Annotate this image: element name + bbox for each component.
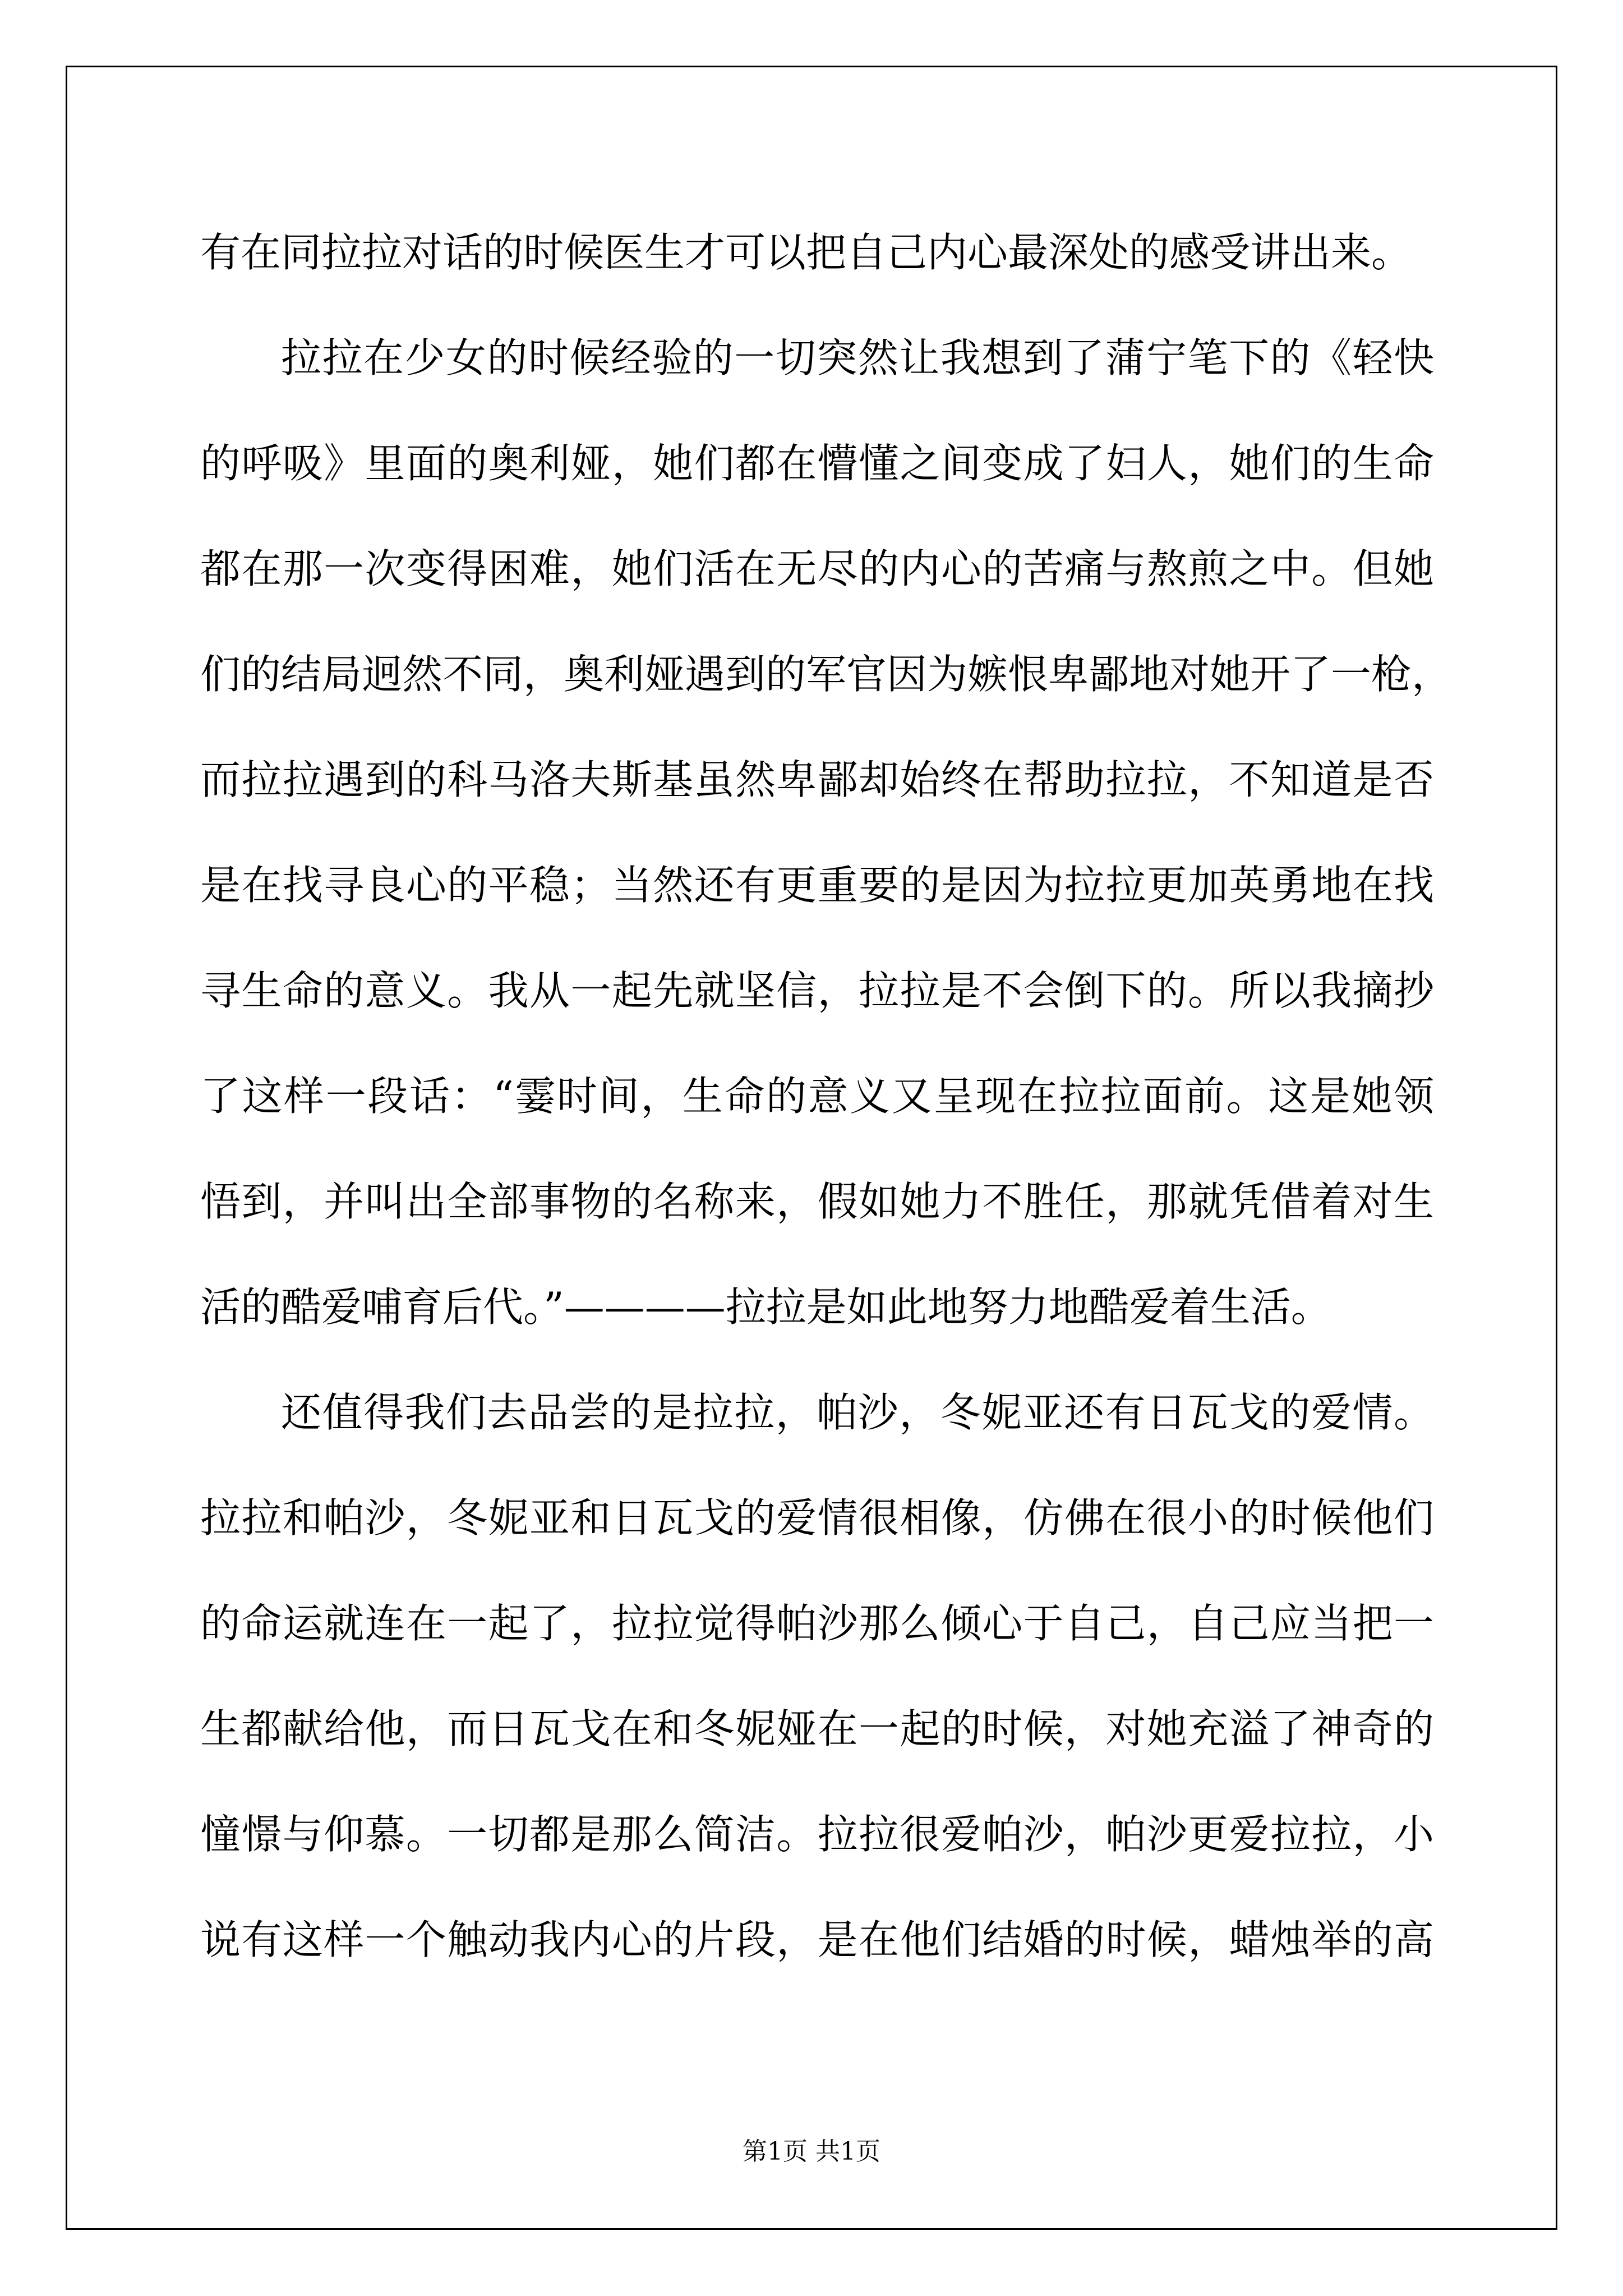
text-line: 有在同拉拉对话的时候医生才可以把自己内心最深处的感受讲出来。 <box>200 229 1412 276</box>
text-line: 都在那一次变得困难，她们活在无尽的内心的苦痛与熬煎之中。但她 <box>200 545 1434 592</box>
text-line: 是在找寻良心的平稳；当然还有更重要的是因为拉拉更加英勇地在找 <box>200 862 1434 909</box>
text-line: 说有这样一个触动我内心的片段，是在他们结婚的时候，蜡烛举的高 <box>200 1916 1434 1963</box>
page-border <box>66 66 1557 2230</box>
text-line: 憧憬与仰慕。一切都是那么简洁。拉拉很爱帕沙，帕沙更爱拉拉，小 <box>200 1811 1434 1858</box>
text-line: 们的结局迥然不同，奥利娅遇到的军官因为嫉恨卑鄙地对她开了一枪， <box>200 651 1453 698</box>
page-number-footer: 第1页 共1页 <box>743 2137 880 2166</box>
text-line: 了这样一段话：“霎时间，生命的意义又呈现在拉拉面前。这是她领 <box>200 1073 1434 1120</box>
text-line: 而拉拉遇到的科马洛夫斯基虽然卑鄙却始终在帮助拉拉，不知道是否 <box>200 756 1434 803</box>
text-line: 生都献给他，而日瓦戈在和冬妮娅在一起的时候，对她充溢了神奇的 <box>200 1705 1434 1752</box>
text-line: 寻生命的意义。我从一起先就坚信，拉拉是不会倒下的。所以我摘抄 <box>200 967 1434 1014</box>
text-line: 拉拉和帕沙，冬妮亚和日瓦戈的爱情很相像，仿佛在很小的时候他们 <box>200 1494 1434 1542</box>
text-line: 还值得我们去品尝的是拉拉，帕沙，冬妮亚还有日瓦戈的爱情。 <box>281 1389 1434 1436</box>
text-line: 的命运就连在一起了，拉拉觉得帕沙那么倾心于自己，自己应当把一 <box>200 1600 1434 1647</box>
text-line: 的呼吸》里面的奥利娅，她们都在懵懂之间变成了妇人，她们的生命 <box>200 440 1434 487</box>
text-line: 活的酷爱哺育后代。”————拉拉是如此地努力地酷爱着生活。 <box>200 1283 1331 1331</box>
text-line: 悟到，并叫出全部事物的名称来，假如她力不胜任，那就凭借着对生 <box>200 1178 1434 1225</box>
text-line: 拉拉在少女的时候经验的一切突然让我想到了蒲宁笔下的《轻快 <box>281 334 1434 381</box>
